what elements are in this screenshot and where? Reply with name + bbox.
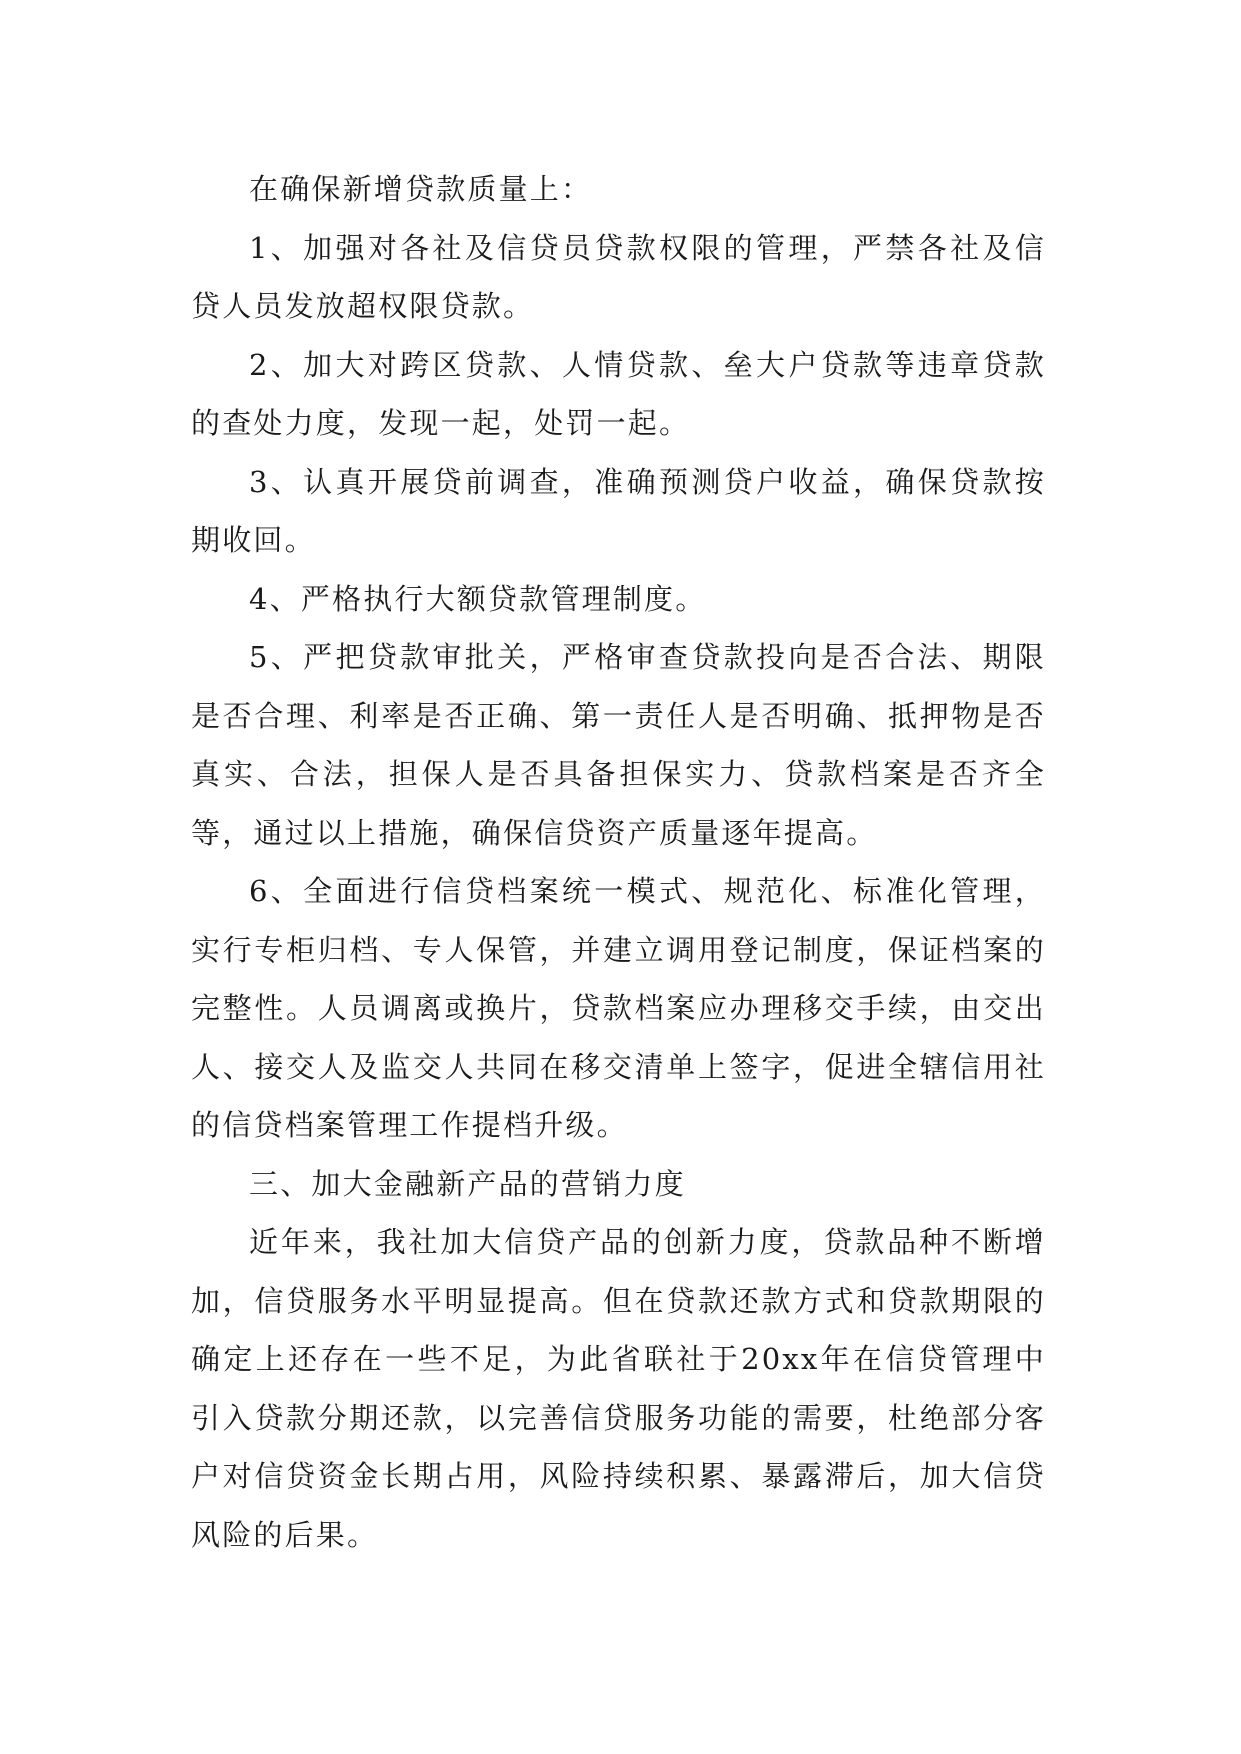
document-body: [191, 160, 1046, 1564]
section-heading: 三、加大金融新产品的营销力度: [249, 1166, 686, 1201]
paragraph-item-3: 3、认真开展贷前调查，准确预测贷户收益，确保贷款按期收回。: [191, 464, 1046, 557]
paragraph-item-5: 5、严把贷款审批关，严格审查贷款投向是否合法、期限是否合理、利率是否正确、第一责任人是否明确、抵押物是否真实、合法，担保人是否具备担保实力、贷款档案是否齐全等，通过以上措施，确保信贷资产质量逐年提高。: [191, 640, 1046, 850]
paragraph-intro: 在确保新增贷款质量上：: [249, 172, 593, 206]
paragraph-item-2: 2、加大对跨区贷款、人情贷款、垒大户贷款等违章贷款的查处力度，发现一起，处罚一起。: [191, 347, 1046, 440]
paragraph-item-4: 4、严格执行大额贷款管理制度。: [249, 581, 707, 616]
paragraph-item-1: 1、加强对各社及信贷员贷款权限的管理，严禁各社及信贷人员发放超权限贷款。: [191, 230, 1046, 323]
paragraph-section-body: 近年来，我社加大信贷产品的创新力度，贷款品种不断增加，信贷服务水平明显提高。但在贷款还款方式和贷款期限的确定上还存在一些不足，为此省联社于20xx年在信贷管理中引入贷款分期还款，以完善信贷服务功能的需要，杜绝部分客户对信贷资金长期占用，风险持续积累、暴露滞后，加大信贷风险的后果。: [191, 1225, 1046, 1552]
paragraph-item-6: 6、全面进行信贷档案统一模式、规范化、标准化管理，实行专柜归档、专人保管，并建立调用登记制度，保证档案的完整性。人员调离或换片，贷款档案应办理移交手续，由交出人、接交人及监交人共同在移交清单上签字，促进全辖信用社的信贷档案管理工作提档升级。: [191, 874, 1046, 1142]
